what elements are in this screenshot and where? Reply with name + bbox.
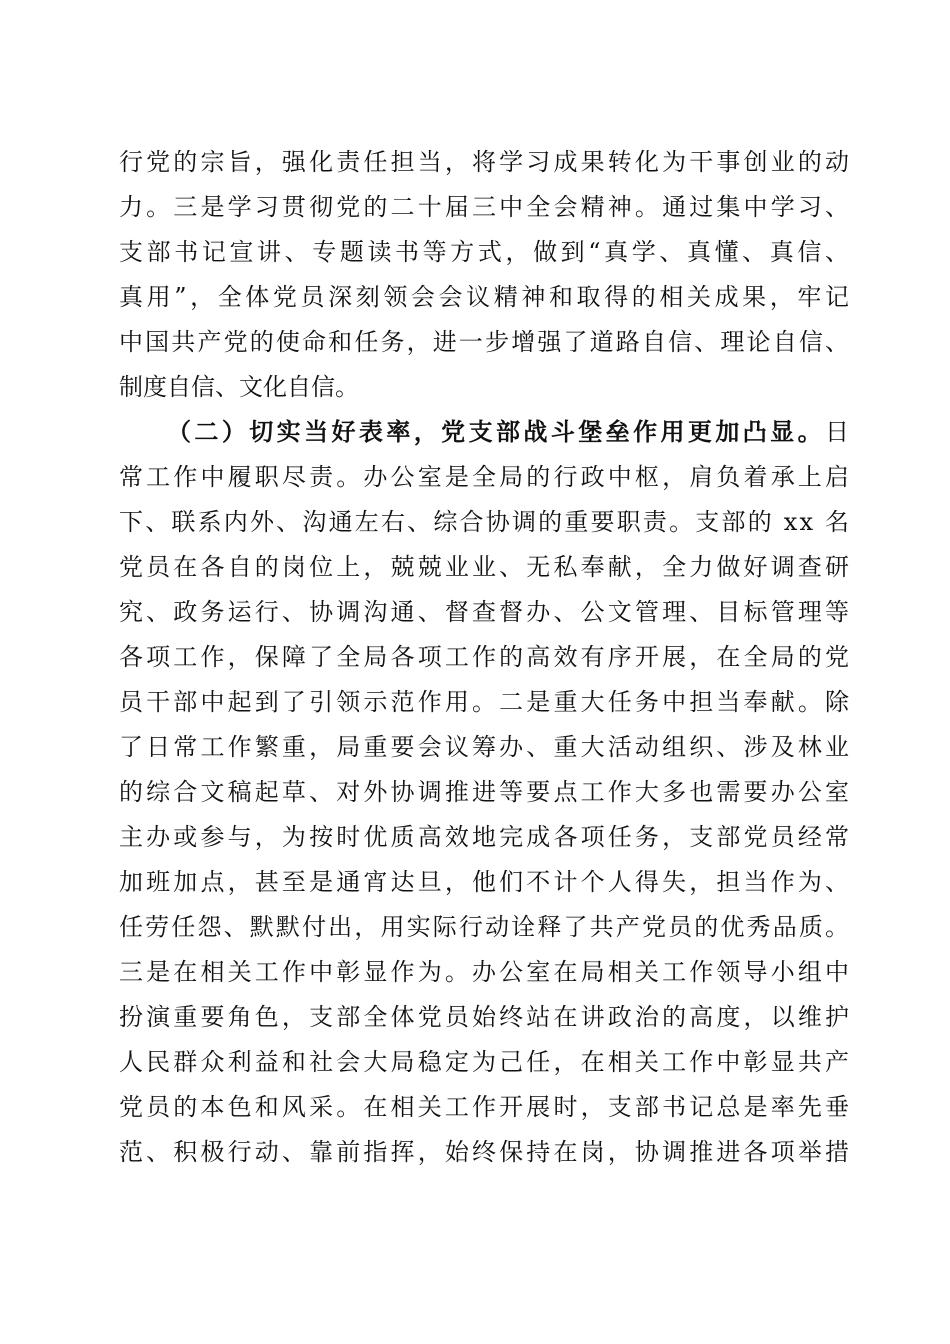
text-line: 行党的宗旨，强化责任担当，将学习成果转化为干事创业的动 [119, 148, 853, 176]
text-line: 常工作中履职尽责。办公室是全局的行政中枢，肩负着承上启 [119, 463, 853, 491]
text-line: 真用”，全体党员深刻领会会议精神和取得的相关成果，牢记 [119, 283, 853, 311]
text-line: 扮演重要角色，支部全体党员始终站在讲政治的高度，以维护 [119, 1003, 853, 1031]
text-line: 党员的本色和风采。在相关工作开展时，支部书记总是率先垂 [119, 1093, 853, 1121]
text-line: 各项工作，保障了全局各项工作的高效有序开展，在全局的党 [119, 643, 853, 671]
text-line: 了日常工作繁重，局重要会议筹办、重大活动组织、涉及林业 [119, 733, 853, 761]
text-line: 中国共产党的使命和任务，进一步增强了道路自信、理论自信、 [119, 328, 852, 356]
text-line: 力。三是学习贯彻党的二十届三中全会精神。通过集中学习、 [119, 193, 853, 221]
text-line: 人民群众利益和社会大局稳定为己任，在相关工作中彰显共产 [119, 1048, 853, 1076]
text-line: 支部书记宣讲、专题读书等方式，做到“真学、真懂、真信、 [119, 238, 853, 266]
text-line: 任劳任怨、默默付出，用实际行动诠释了共产党员的优秀品质。 [119, 913, 852, 941]
text-line: 加班加点，甚至是通宵达旦，他们不计个人得失，担当作为、 [119, 868, 853, 896]
text-line: 制度自信、文化自信。 [119, 373, 359, 401]
text-line: 三是在相关工作中彰显作为。办公室在局相关工作领导小组中 [119, 958, 853, 986]
text-line: 范、积极行动、靠前指挥，始终保持在岗，协调推进各项举措 [119, 1138, 853, 1166]
heading-line-rest: 日 [825, 418, 853, 446]
text-line: 下、联系内外、沟通左右、综合协调的重要职责。支部的 xx 名 [119, 508, 852, 536]
section-heading-line [167, 412, 853, 452]
text-line: 主办或参与，为按时优质高效地完成各项任务，支部党员经常 [119, 823, 853, 851]
text-line: 员干部中起到了引领示范作用。二是重大任务中担当奉献。除 [119, 688, 853, 716]
text-line: 究、政务运行、协调沟通、督查督办、公文管理、目标管理等 [119, 598, 853, 626]
text-line: 党员在各自的岗位上，兢兢业业、无私奉献，全力做好调查研 [119, 553, 853, 581]
section-heading: （二）切实当好表率，党支部战斗堡垒作用更加凸显。 [167, 417, 826, 446]
text-line: 的综合文稿起草、对外协调推进等要点工作大多也需要办公室 [119, 778, 853, 806]
